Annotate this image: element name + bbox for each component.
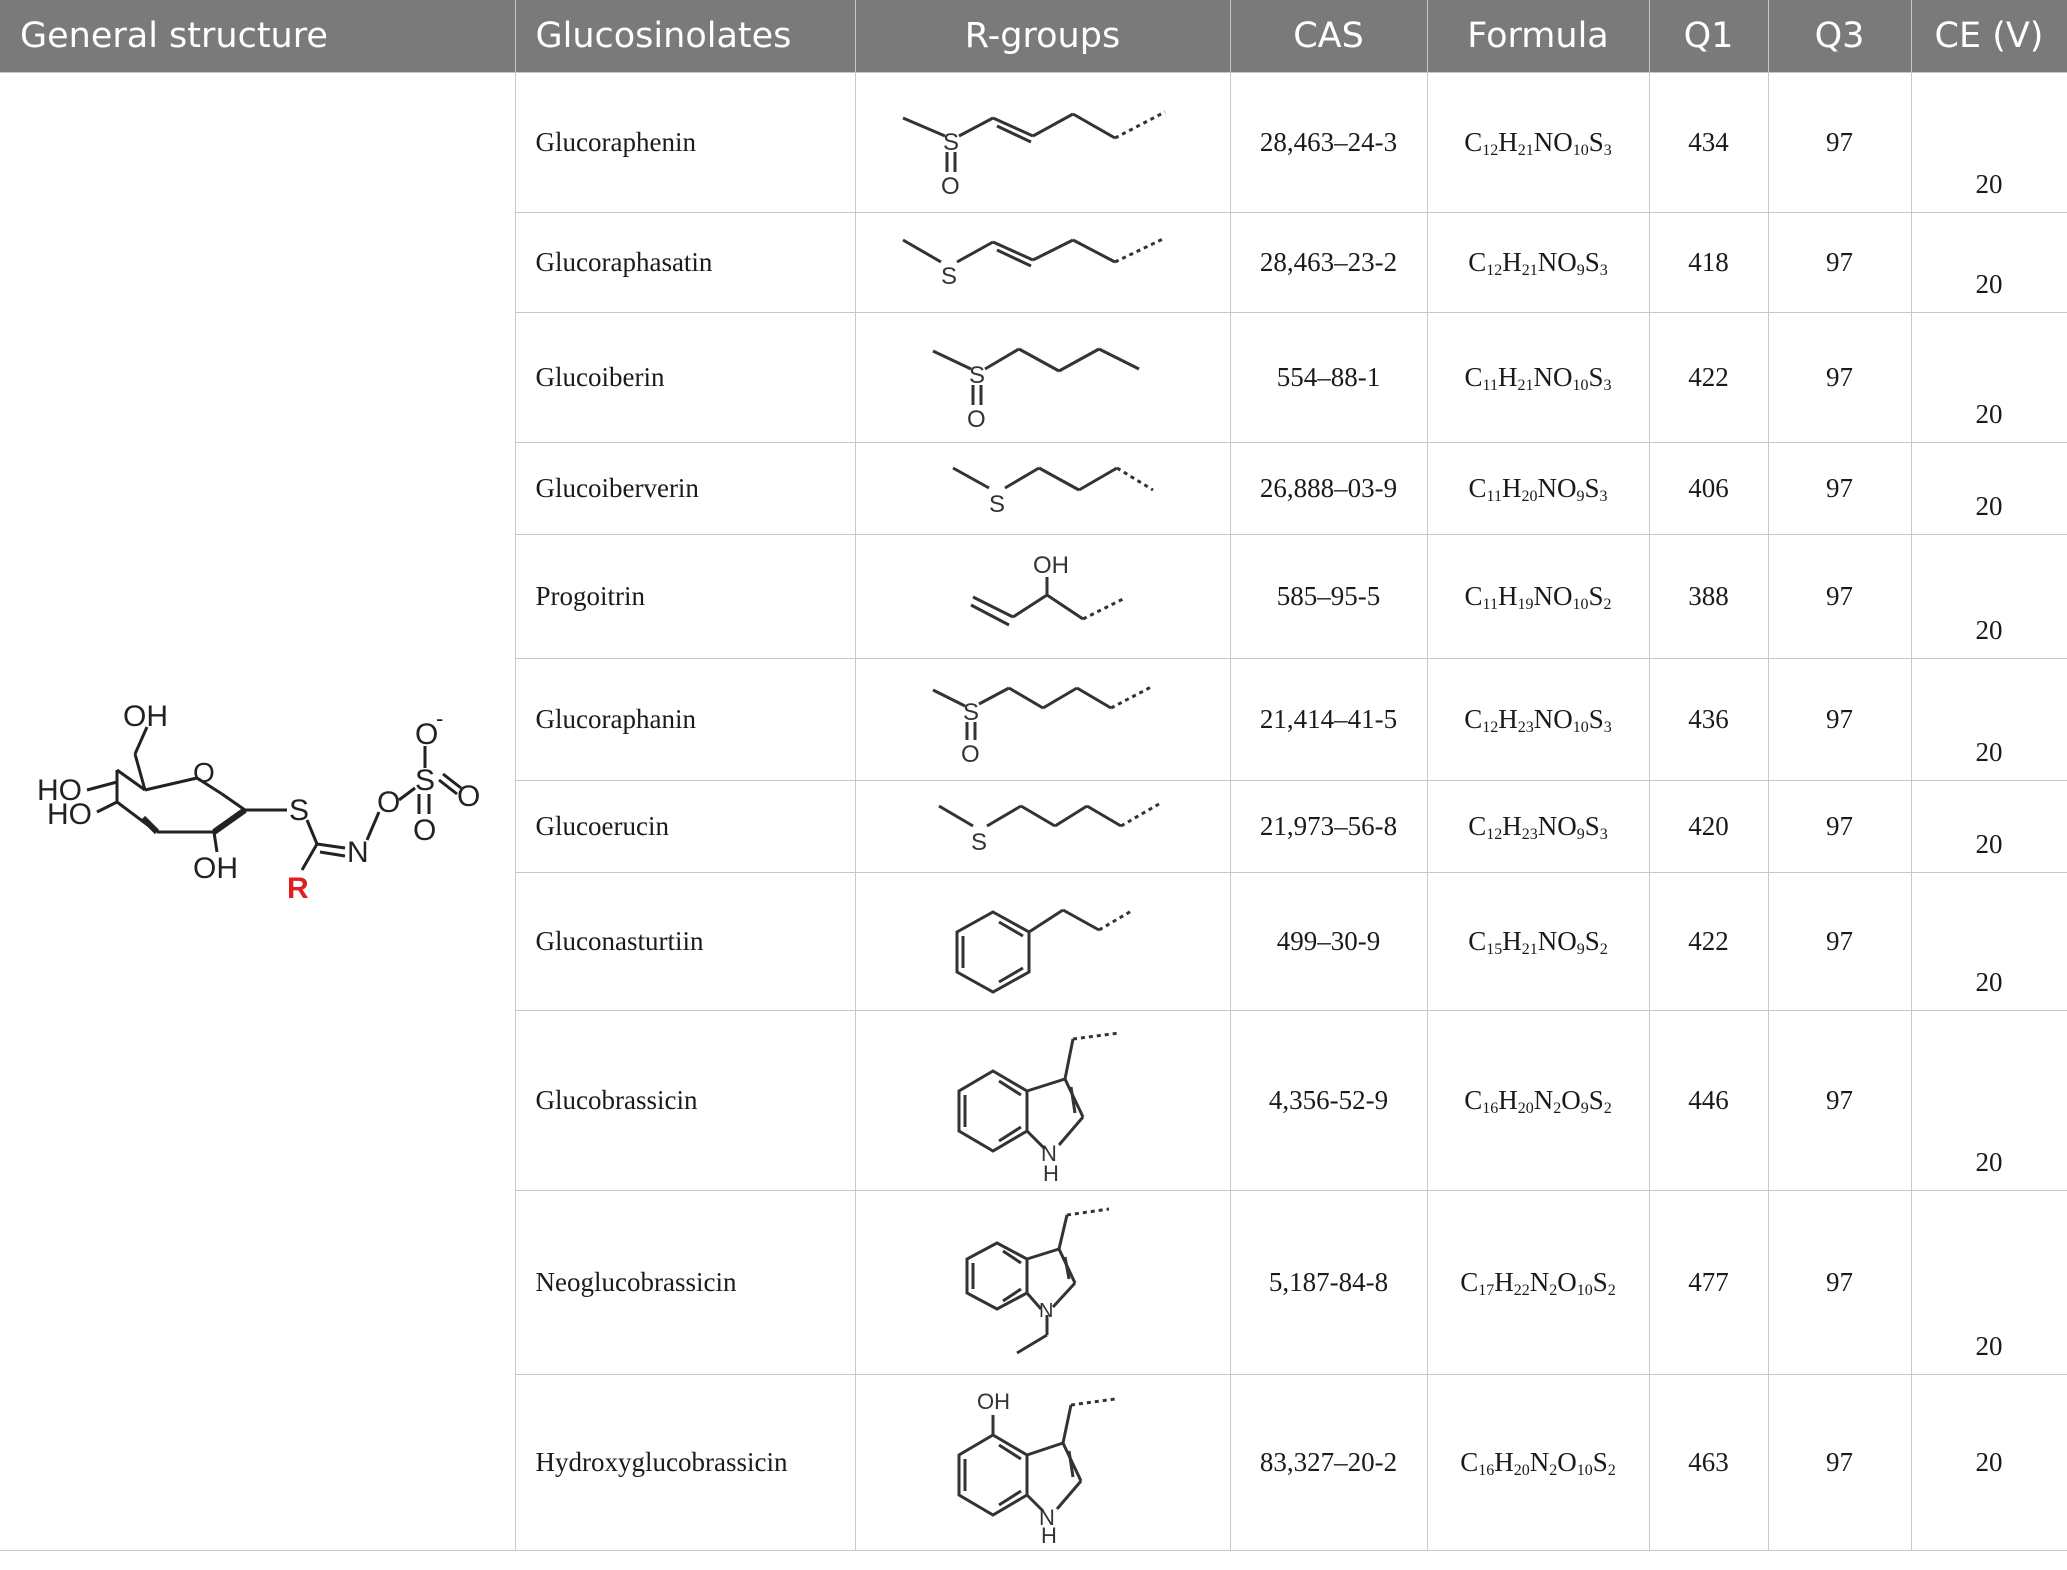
q1-value: 422 bbox=[1649, 313, 1768, 443]
cas-number: 4,356-52-9 bbox=[1230, 1011, 1427, 1191]
formula: $C_{12}H_{23}NO_{10}S_3$ bbox=[1427, 659, 1649, 781]
formula: $C_{11}H_{20}NO_9S_3$ bbox=[1427, 443, 1649, 535]
q3-value: 97 bbox=[1768, 1191, 1911, 1375]
q1-value: 463 bbox=[1649, 1375, 1768, 1551]
glucosinolate-name: Glucoraphasatin bbox=[515, 213, 855, 313]
r-group-cell bbox=[855, 1191, 1230, 1375]
methylthio-propyl-structure bbox=[913, 454, 1173, 524]
cas-number: 5,187-84-8 bbox=[1230, 1191, 1427, 1375]
q3-value: 97 bbox=[1768, 1011, 1911, 1191]
s-atom-label: S bbox=[988, 490, 1005, 518]
oh-bottom-label: OH bbox=[193, 851, 239, 885]
formula: $C_{12}H_{23}NO_9S_3$ bbox=[1427, 781, 1649, 873]
q1-value: 388 bbox=[1649, 535, 1768, 659]
r-group-cell bbox=[855, 213, 1230, 313]
header-ce: CE (V) bbox=[1911, 0, 2067, 73]
n-label: N bbox=[347, 835, 369, 869]
oh-top-label: OH bbox=[123, 699, 169, 733]
q1-value: 418 bbox=[1649, 213, 1768, 313]
q3-value: 97 bbox=[1768, 535, 1911, 659]
glucosinolate-name: Glucoraphanin bbox=[515, 659, 855, 781]
glucosinolate-name: Glucoraphenin bbox=[515, 73, 855, 213]
methylsulfinyl-butenyl-structure bbox=[893, 88, 1193, 198]
q3-value: 97 bbox=[1768, 659, 1911, 781]
ce-value: 20 bbox=[1911, 1011, 2067, 1191]
s-atom-label: S bbox=[962, 698, 979, 726]
ring-o-label: O bbox=[193, 756, 216, 788]
header-formula: Formula bbox=[1427, 0, 1649, 73]
hydroxy-indolylmethyl-structure bbox=[933, 1383, 1153, 1543]
s-atom-label: S bbox=[940, 262, 957, 290]
cas-number: 26,888–03-9 bbox=[1230, 443, 1427, 535]
s-atom-label: S bbox=[970, 828, 987, 856]
header-q3: Q3 bbox=[1768, 0, 1911, 73]
o-atom-label: O bbox=[940, 172, 960, 198]
methoxy-indolylmethyl-structure bbox=[933, 1203, 1153, 1363]
cas-number: 585–95-5 bbox=[1230, 535, 1427, 659]
o-down-label: O bbox=[413, 813, 437, 847]
q1-value: 406 bbox=[1649, 443, 1768, 535]
oh-atom-label: OH bbox=[976, 1388, 1010, 1414]
ce-value: 20 bbox=[1911, 781, 2067, 873]
methylsulfinyl-butyl-structure bbox=[913, 670, 1173, 770]
cas-number: 28,463–23-2 bbox=[1230, 213, 1427, 313]
ce-value: 20 bbox=[1911, 213, 2067, 313]
glucosinolate-general-structure bbox=[17, 682, 497, 942]
q1-value: 436 bbox=[1649, 659, 1768, 781]
ce-value: 20 bbox=[1911, 873, 2067, 1011]
o-right-label: O bbox=[457, 779, 481, 813]
ce-value: 20 bbox=[1911, 313, 2067, 443]
glucosinolate-name: Hydroxyglucobrassicin bbox=[515, 1375, 855, 1551]
header-r-groups: R-groups bbox=[855, 0, 1230, 73]
formula: $C_{16}H_{20}N_2O_{10}S_2$ bbox=[1427, 1375, 1649, 1551]
cas-number: 21,973–56-8 bbox=[1230, 781, 1427, 873]
ce-value: 20 bbox=[1911, 1191, 2067, 1375]
ce-value: 20 bbox=[1911, 659, 2067, 781]
o-negative-label: O bbox=[415, 717, 439, 751]
glucosinolate-name: Progoitrin bbox=[515, 535, 855, 659]
header-glucosinolates: Glucosinolates bbox=[515, 0, 855, 73]
q1-value: 434 bbox=[1649, 73, 1768, 213]
glucosinolate-name: Gluconasturtiin bbox=[515, 873, 855, 1011]
r-group-cell bbox=[855, 1375, 1230, 1551]
ce-value: 20 bbox=[1911, 443, 2067, 535]
q3-value: 97 bbox=[1768, 73, 1911, 213]
r-group-cell bbox=[855, 443, 1230, 535]
r-group-cell bbox=[855, 1011, 1230, 1191]
hydroxy-butenyl-structure bbox=[943, 547, 1143, 647]
glucosinolate-name: Neoglucobrassicin bbox=[515, 1191, 855, 1375]
formula: $C_{11}H_{21}NO_{10}S_3$ bbox=[1427, 313, 1649, 443]
header-q1: Q1 bbox=[1649, 0, 1768, 73]
ho-left-label: HO bbox=[37, 773, 83, 807]
r-group-cell bbox=[855, 73, 1230, 213]
formula: $C_{12}H_{21}NO_{10}S_3$ bbox=[1427, 73, 1649, 213]
table-row bbox=[0, 73, 2067, 213]
r-group-cell bbox=[855, 535, 1230, 659]
glucosinolate-name: Glucoiberin bbox=[515, 313, 855, 443]
q1-value: 446 bbox=[1649, 1011, 1768, 1191]
general-structure-cell bbox=[0, 73, 515, 1551]
methylsulfinyl-propyl-structure bbox=[913, 323, 1173, 433]
h-atom-label: H bbox=[1040, 1522, 1057, 1543]
ce-value: 20 bbox=[1911, 1375, 2067, 1551]
cas-number: 499–30-9 bbox=[1230, 873, 1427, 1011]
s-atom-label: S bbox=[942, 128, 959, 156]
r-group-cell bbox=[855, 313, 1230, 443]
q1-value: 422 bbox=[1649, 873, 1768, 1011]
ho-bottom-label: HO bbox=[47, 797, 93, 831]
q3-value: 97 bbox=[1768, 443, 1911, 535]
r-group-cell bbox=[855, 873, 1230, 1011]
glucosinolate-name: Glucoerucin bbox=[515, 781, 855, 873]
r-label: R bbox=[287, 871, 309, 905]
q3-value: 97 bbox=[1768, 1375, 1911, 1551]
q3-value: 97 bbox=[1768, 873, 1911, 1011]
formula: $C_{11}H_{19}NO_{10}S_2$ bbox=[1427, 535, 1649, 659]
phenethyl-structure bbox=[923, 882, 1163, 1002]
q3-value: 97 bbox=[1768, 781, 1911, 873]
s-sulfate-label: S bbox=[415, 763, 436, 797]
formula: $C_{17}H_{22}N_2O_{10}S_2$ bbox=[1427, 1191, 1649, 1375]
header-cas: CAS bbox=[1230, 0, 1427, 73]
cas-number: 83,327–20-2 bbox=[1230, 1375, 1427, 1551]
q3-value: 97 bbox=[1768, 313, 1911, 443]
q1-value: 477 bbox=[1649, 1191, 1768, 1375]
formula: $C_{16}H_{20}N_2O_9S_2$ bbox=[1427, 1011, 1649, 1191]
o-atom-label: O bbox=[960, 740, 980, 768]
s-atom-label: S bbox=[968, 361, 985, 389]
header-general-structure: General structure bbox=[0, 0, 515, 73]
h-atom-label: H bbox=[1042, 1160, 1059, 1181]
formula: $C_{12}H_{21}NO_9S_3$ bbox=[1427, 213, 1649, 313]
indolylmethyl-structure bbox=[933, 1021, 1153, 1181]
n-atom-label: N bbox=[1038, 1504, 1055, 1530]
ce-value: 20 bbox=[1911, 73, 2067, 213]
o-atom-label: O bbox=[966, 405, 986, 433]
n-atom-label: N bbox=[1038, 1299, 1053, 1322]
cas-number: 554–88-1 bbox=[1230, 313, 1427, 443]
header-row bbox=[0, 0, 2067, 73]
methylthio-butenyl-structure bbox=[893, 228, 1193, 298]
o-link-label: O bbox=[377, 785, 401, 819]
glucosinolate-name: Glucobrassicin bbox=[515, 1011, 855, 1191]
n-atom-label: N bbox=[1040, 1140, 1057, 1166]
minus-label: - bbox=[436, 705, 444, 731]
cas-number: 21,414–41-5 bbox=[1230, 659, 1427, 781]
methylthio-butyl-structure bbox=[913, 792, 1173, 862]
q1-value: 420 bbox=[1649, 781, 1768, 873]
formula: $C_{15}H_{21}NO_9S_2$ bbox=[1427, 873, 1649, 1011]
r-group-cell bbox=[855, 781, 1230, 873]
glucosinolate-name: Glucoiberverin bbox=[515, 443, 855, 535]
r-group-cell bbox=[855, 659, 1230, 781]
oh-atom-label: OH bbox=[1032, 551, 1069, 579]
s-label: S bbox=[289, 793, 310, 827]
cas-number: 28,463–24-3 bbox=[1230, 73, 1427, 213]
ce-value: 20 bbox=[1911, 535, 2067, 659]
q3-value: 97 bbox=[1768, 213, 1911, 313]
